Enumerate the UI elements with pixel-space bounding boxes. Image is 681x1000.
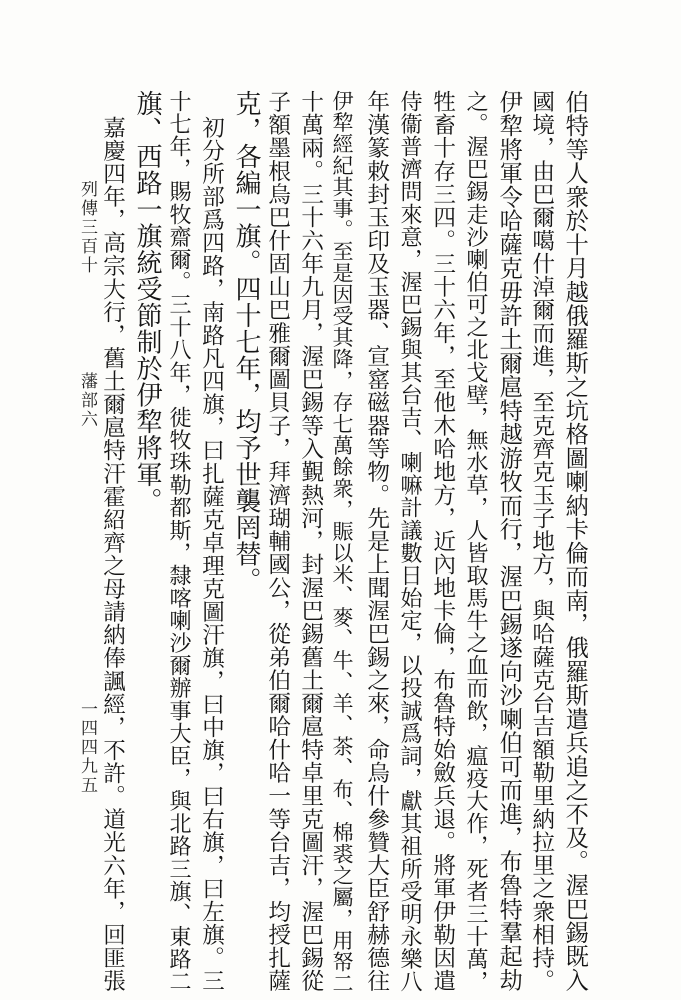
text-column: 牲畜十存三四。三十六年，至他木哈地方，近內地卡倫，布魯特始斂兵退。將軍伊勒因遣 (429, 90, 456, 993)
page-number: 一四四九五 (77, 700, 97, 795)
text-column: 國境，由巴爾噶什淖爾而進，至克齊克玉子地方，與哈薩克台吉額勒里納拉里之衆相持。 (528, 90, 555, 993)
text-column: 伊犂將軍令哈薩克毋許土爾扈特越游牧而行，渥巴錫遂向沙喇伯可而進，布魯特羣起劫 (495, 90, 523, 992)
text-column: 子額墨根烏巴什固山巴雅爾圖貝子，拜濟瑚輔國公，從弟伯爾哈什哈一等台吉，均授扎薩 (264, 90, 291, 993)
text-column: 年漢篆敕封玉印及玉器、宣窰磁器等物。先是上聞渥巴錫之來，命烏什參贊大臣舒赫德往 (363, 90, 390, 993)
text-column: 初分所部爲四路，南路凡四旗，曰扎薩克卓理克圖汗旗，曰中旗，曰右旗，曰左旗。三 (198, 116, 225, 993)
text-column: 伯特等人衆於十月越俄羅斯之坑格圖喇納卡倫而南，俄羅斯遣兵追之不及。渥巴錫既入 (561, 90, 589, 992)
text-column: 嘉慶四年，高宗大行，舊土爾扈特汗霍紹齊之母請納俸諷經，不許。道光六年，回匪張 (99, 116, 126, 993)
text-column: 伊犂經紀其事。至是因受其降，存七萬餘衆，賑以米、麥、牛、羊、茶、布、棉裘之屬，用帑二 (330, 90, 356, 994)
text-column: 之。渥巴錫走沙喇伯可之北戈壁，無水草，人皆取馬牛之血而飲，瘟疫大作，死者三十萬， (463, 90, 489, 993)
text-column: 十萬兩。三十六年九月，渥巴錫等入覲熱河，封渥巴錫舊土爾扈特卓里克圖汗，渥巴錫從 (297, 90, 324, 993)
running-header-section: 藩部六 (77, 372, 97, 429)
text-column: 十七年，賜牧齋爾。三十八年，徙牧珠勒都斯，隸喀喇沙爾辦事大臣，與北路三旗、東路二 (166, 90, 192, 993)
text-column: 克，各編一旗。四十七年，均予世襲罔替。 (231, 90, 261, 594)
text-column: 旗、西路一旗統受節制於伊犂將軍。 (132, 90, 162, 514)
text-column: 侍衞普濟問來意，渥巴錫與其台吉、喇嘛計議數日始定，以投誠爲詞，獻其祖所受明永樂八 (397, 90, 423, 993)
running-header-chapter: 列傳三百十 (77, 180, 97, 275)
